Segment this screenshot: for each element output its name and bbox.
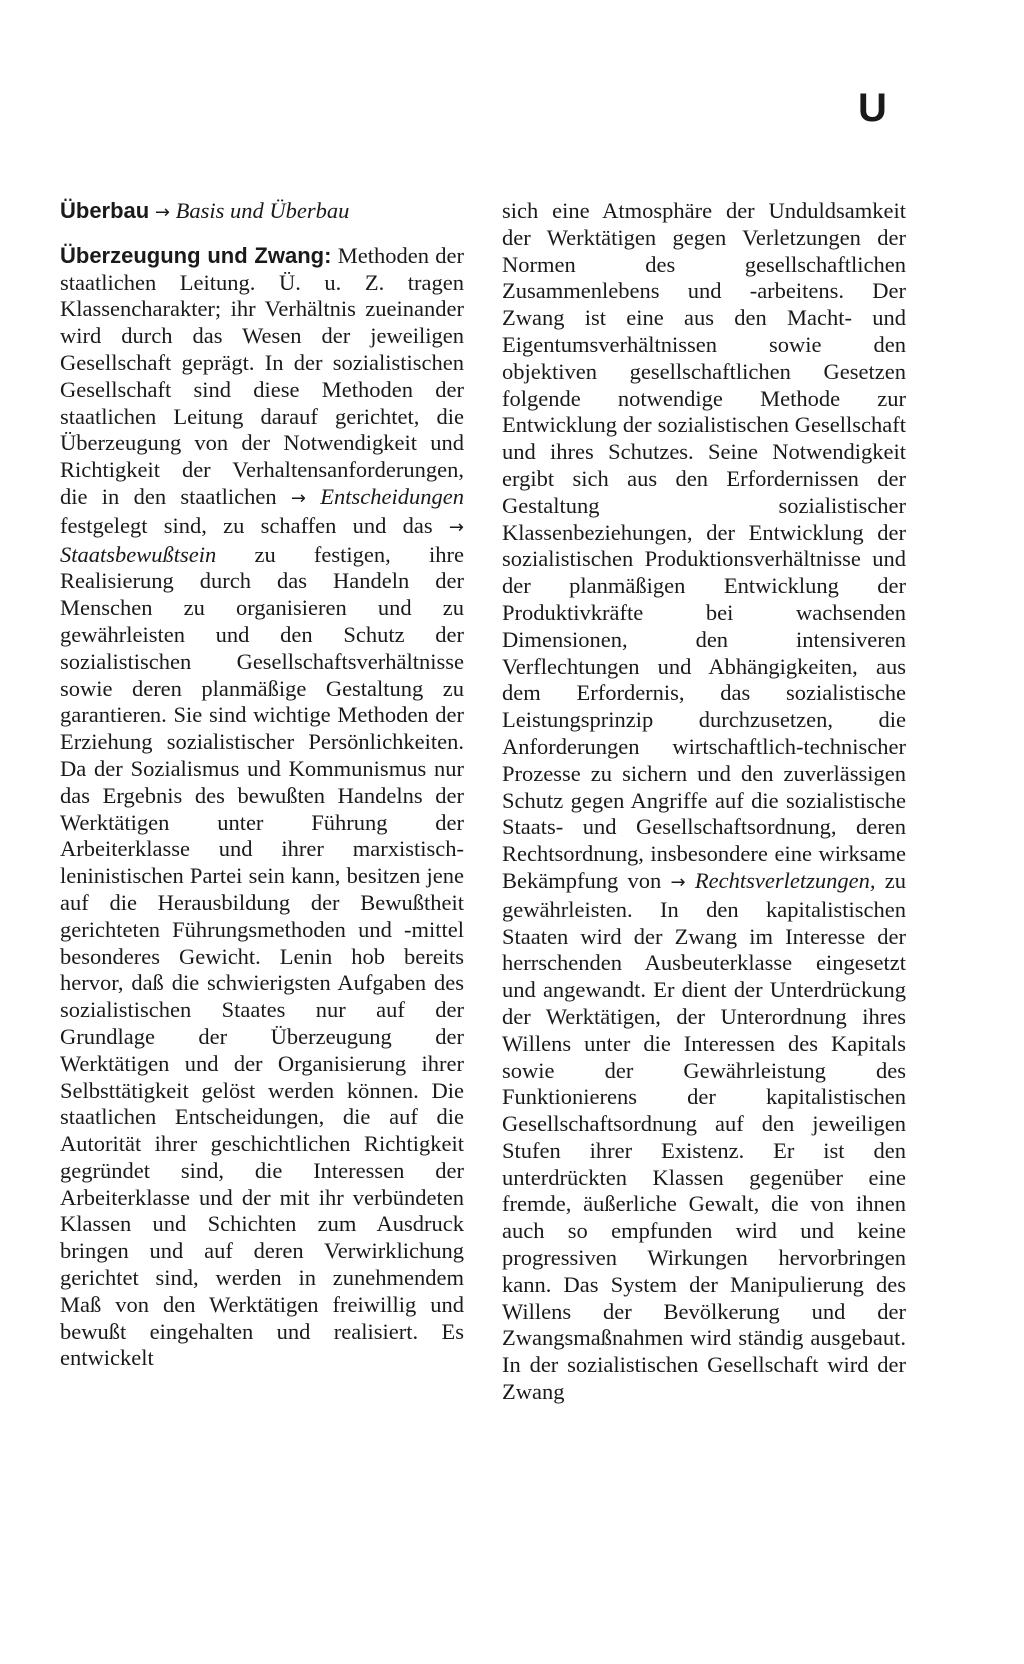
entry-ueberzeugung-und-zwang bbox=[60, 243, 464, 1372]
entry-text: zu gewährleisten. In den kapitalistischen Staaten wird der Zwang im Interesse der herrschenden Ausbeuterklasse eingesetzt und angewandt. Er dient der Unterdrückung der Werktätigen, der Unterordnung ihres Willens unter die Interessen des Kapitals sowie der Gewährleistung des Funktionierens der kapitalistischen Gesellschaftsordnung auf den jeweiligen Stufen ihrer Existenz. Er ist den unterdrückten Klassen gegenüber eine fremde, äußerliche Gewalt, die von ihnen auch so empfunden wird und keine progressiven Wirkungen hervorbringen kann. Das System der Manipulierung des Willens der Bevölkerung und der Zwangsmaßnahmen wird ständig ausgebaut. In der sozialistischen Gesellschaft wird der Zwang bbox=[502, 867, 906, 1405]
cross-reference-arrow-icon: → bbox=[154, 202, 170, 223]
entry-text: sich eine Atmosphäre der Unduldsamkeit der Werktätigen gegen Verletzungen der Normen des gesellschaftlichen Zusammenlebens und -arbeitens. Der Zwang ist eine aus den Macht- und Eigentumsverhältnissen sowie den objektiven gesellschaftlichen Gesetzen folgende notwendige Methode zur Entwicklung der sozialistischen Gesellschaft und ihres Schutzes. Seine Notwendigkeit ergibt sich aus den Erfordernissen der Gestaltung sozialistischer Klassenbeziehungen, der Entwicklung der sozialistischen Produktionsverhältnisse und der planmäßigen Entwicklung der Produktivkräfte bei wachsenden Dimensionen, den intensiveren Verflechtungen und Abhängigkeiten, aus dem Erfordernis, das sozialistische Leistungsprinzip durchzusetzen, die Anforderungen wirtschaftlich-technischer Prozesse zu sichern und den zuverlässigen Schutz gegen Angriffe auf die sozialistische Staats- und Gesellschaftsordnung, deren Rechtsordnung, insbesondere eine wirksame Bekämpfung von bbox=[502, 198, 906, 893]
left-column bbox=[60, 198, 464, 1372]
entry-text: zu festigen, ihre Realisierung durch das Handeln der Menschen zu organisieren und zu gewährleisten und den Schutz der sozialistischen Gesellschaftsverhältnisse sowie deren planmäßige Gestaltung zu garantieren. Sie sind wichtige Methoden der Erziehung sozialistischer Persönlichkeiten. Da der Sozialismus und Kommunismus nur das Ergebnis des bewußten Handelns der Werktätigen unter Führung der Arbeiterklasse und ihrer marxistisch-leninistischen Partei sein kann, besitzen jene auf die Herausbildung der Bewußtheit gerichteten Führungsmethoden und -mittel besonderes Gewicht. Lenin hob bereits hervor, daß die schwierigsten Aufgaben des sozialistischen Staates nur auf der Grundlage der Überzeugung der Werktätigen und der Organisierung ihrer Selbsttätigkeit gelöst werden können. Die staatlichen Entscheidungen, die auf die Autorität ihrer geschichtlichen Richtigkeit gegründet sind, die Interessen der Arbeiterklasse und der mit ihr verbündeten Klassen und Schichten zum Ausdruck bringen und auf deren Verwirklichung gerichtet sind, werden in zunehmendem Maß von den Werktätigen freiwillig und bewußt eingehalten und realisiert. Es entwickelt bbox=[60, 541, 464, 1371]
cross-reference-link[interactable]: Rechtsverletzungen, bbox=[694, 867, 876, 893]
cross-reference-arrow-icon: → bbox=[670, 871, 686, 893]
entry-continuation bbox=[502, 198, 906, 1406]
right-column bbox=[502, 198, 906, 1406]
page-section-letter: U bbox=[858, 86, 887, 130]
entry-ueberbau bbox=[60, 198, 464, 227]
entry-text: festgelegt sind, zu schaffen und das bbox=[60, 512, 449, 538]
entry-headword: Überbau bbox=[60, 198, 150, 223]
cross-reference-link[interactable]: Basis und Überbau bbox=[175, 198, 350, 223]
entry-headword: Überzeugung und Zwang: bbox=[60, 242, 332, 268]
entry-text: Methoden der staatlichen Leitung. Ü. u. Z. tragen Klassencharakter; ihr Verhältnis zueinander wird durch das Wesen der jeweiligen Gesellschaft geprägt. In der sozialistischen Gesellschaft sind diese Methoden der staatlichen Leitung darauf gerichtet, die Überzeugung von der Notwendigkeit und Richtigkeit der Verhaltensanforderungen, die in den staatlichen bbox=[60, 242, 464, 509]
cross-reference-link[interactable]: Staatsbewußtsein bbox=[60, 541, 217, 567]
cross-reference-arrow-icon: → bbox=[290, 487, 306, 509]
cross-reference-arrow-icon: → bbox=[448, 516, 464, 538]
cross-reference-link[interactable]: Entscheidungen bbox=[320, 483, 465, 509]
